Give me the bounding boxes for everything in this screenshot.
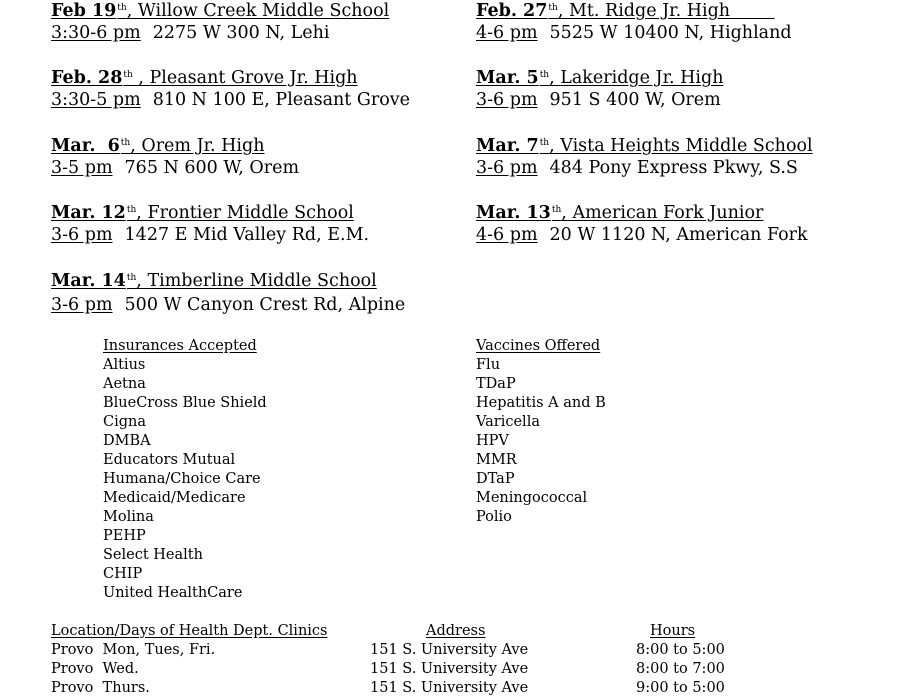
- list-item: Aetna: [103, 376, 146, 392]
- list-item: Varicella: [476, 414, 540, 430]
- clinic-hours: 8:00 to 5:00: [636, 642, 725, 658]
- clinic-location: Provo Thurs.: [51, 680, 150, 696]
- clinic-location: Provo Wed.: [51, 661, 139, 677]
- event-title: Mar. 5th, Lakeridge Jr. High: [476, 68, 724, 88]
- event-willow-creek: [51, 0, 389, 44]
- event-details: 3-6 pm 484 Pony Express Pkwy, S.S: [476, 158, 798, 178]
- vaccines-list: [476, 337, 606, 527]
- list-item: Medicaid/Medicare: [103, 490, 246, 506]
- list-item: MMR: [476, 452, 517, 468]
- clinic-address: 151 S. University Ave: [370, 680, 529, 696]
- event-details: 3-6 pm 1427 E Mid Valley Rd, E.M.: [51, 225, 370, 245]
- event-lakeridge: [476, 64, 723, 111]
- list-item: Hepatitis A and B: [476, 395, 606, 411]
- list-item: United HealthCare: [103, 585, 243, 601]
- vaccines-heading: Vaccines Offered: [476, 338, 601, 354]
- insurances-heading: Insurances Accepted: [103, 338, 257, 354]
- list-item: DMBA: [103, 433, 151, 449]
- event-frontier: [51, 199, 369, 246]
- clinic-location: Provo Mon, Tues, Fri.: [51, 642, 216, 658]
- event-pleasant-grove: [51, 64, 410, 111]
- event-title: Mar. 6th, Orem Jr. High: [51, 136, 265, 156]
- hours-header: Hours: [650, 623, 696, 639]
- event-title: Feb. 27th, Mt. Ridge Jr. High: [476, 1, 731, 21]
- clinic-hours: 9:00 to 5:00: [636, 680, 725, 696]
- list-item: Polio: [476, 509, 512, 525]
- clinic-address: 151 S. University Ave: [370, 661, 529, 677]
- list-item: Altius: [103, 357, 146, 373]
- event-details: 3:30-5 pm 810 N 100 E, Pleasant Grove: [51, 90, 410, 110]
- list-item: BlueCross Blue Shield: [103, 395, 267, 411]
- address-header: Address: [426, 623, 486, 639]
- list-item: HPV: [476, 433, 509, 449]
- event-details: 3-6 pm 951 S 400 W, Orem: [476, 90, 721, 110]
- event-mt-ridge: [476, 0, 792, 44]
- event-details: 3-6 pm 500 W Canyon Crest Rd, Alpine: [51, 295, 406, 315]
- event-title: Feb 19th, Willow Creek Middle School: [51, 1, 390, 21]
- event-vista-heights: [476, 132, 813, 179]
- clinic-address: 151 S. University Ave: [370, 642, 529, 658]
- list-item: TDaP: [476, 376, 516, 392]
- event-orem: [51, 132, 299, 179]
- event-details: 3:30-6 pm 2275 W 300 N, Lehi: [51, 23, 330, 43]
- event-details: 4-6 pm 5525 W 10400 N, Highland: [476, 23, 792, 43]
- event-timberline: [51, 267, 405, 316]
- clinic-hours: 8:00 to 7:00: [636, 661, 725, 677]
- list-item: Select Health: [103, 547, 203, 563]
- event-title: Mar. 13th, American Fork Junior: [476, 203, 764, 223]
- event-american-fork: [476, 199, 808, 246]
- list-item: Flu: [476, 357, 501, 373]
- insurances-list: [103, 337, 267, 603]
- event-details: 3-5 pm 765 N 600 W, Orem: [51, 158, 300, 178]
- event-details: 4-6 pm 20 W 1120 N, American Fork: [476, 225, 808, 245]
- event-title: Mar. 7th, Vista Heights Middle School: [476, 136, 813, 156]
- list-item: PEHP: [103, 528, 146, 544]
- list-item: Educators Mutual: [103, 452, 236, 468]
- list-item: Meningococcal: [476, 490, 588, 506]
- event-title: Feb. 28th , Pleasant Grove Jr. High: [51, 68, 358, 88]
- location-header: Location/Days of Health Dept. Clinics: [51, 623, 328, 639]
- list-item: CHIP: [103, 566, 143, 582]
- list-item: Humana/Choice Care: [103, 471, 261, 487]
- list-item: DTaP: [476, 471, 515, 487]
- list-item: Molina: [103, 509, 154, 525]
- event-title: Mar. 12th, Frontier Middle School: [51, 203, 354, 223]
- list-item: Cigna: [103, 414, 146, 430]
- event-title: Mar. 14th, Timberline Middle School: [51, 271, 377, 291]
